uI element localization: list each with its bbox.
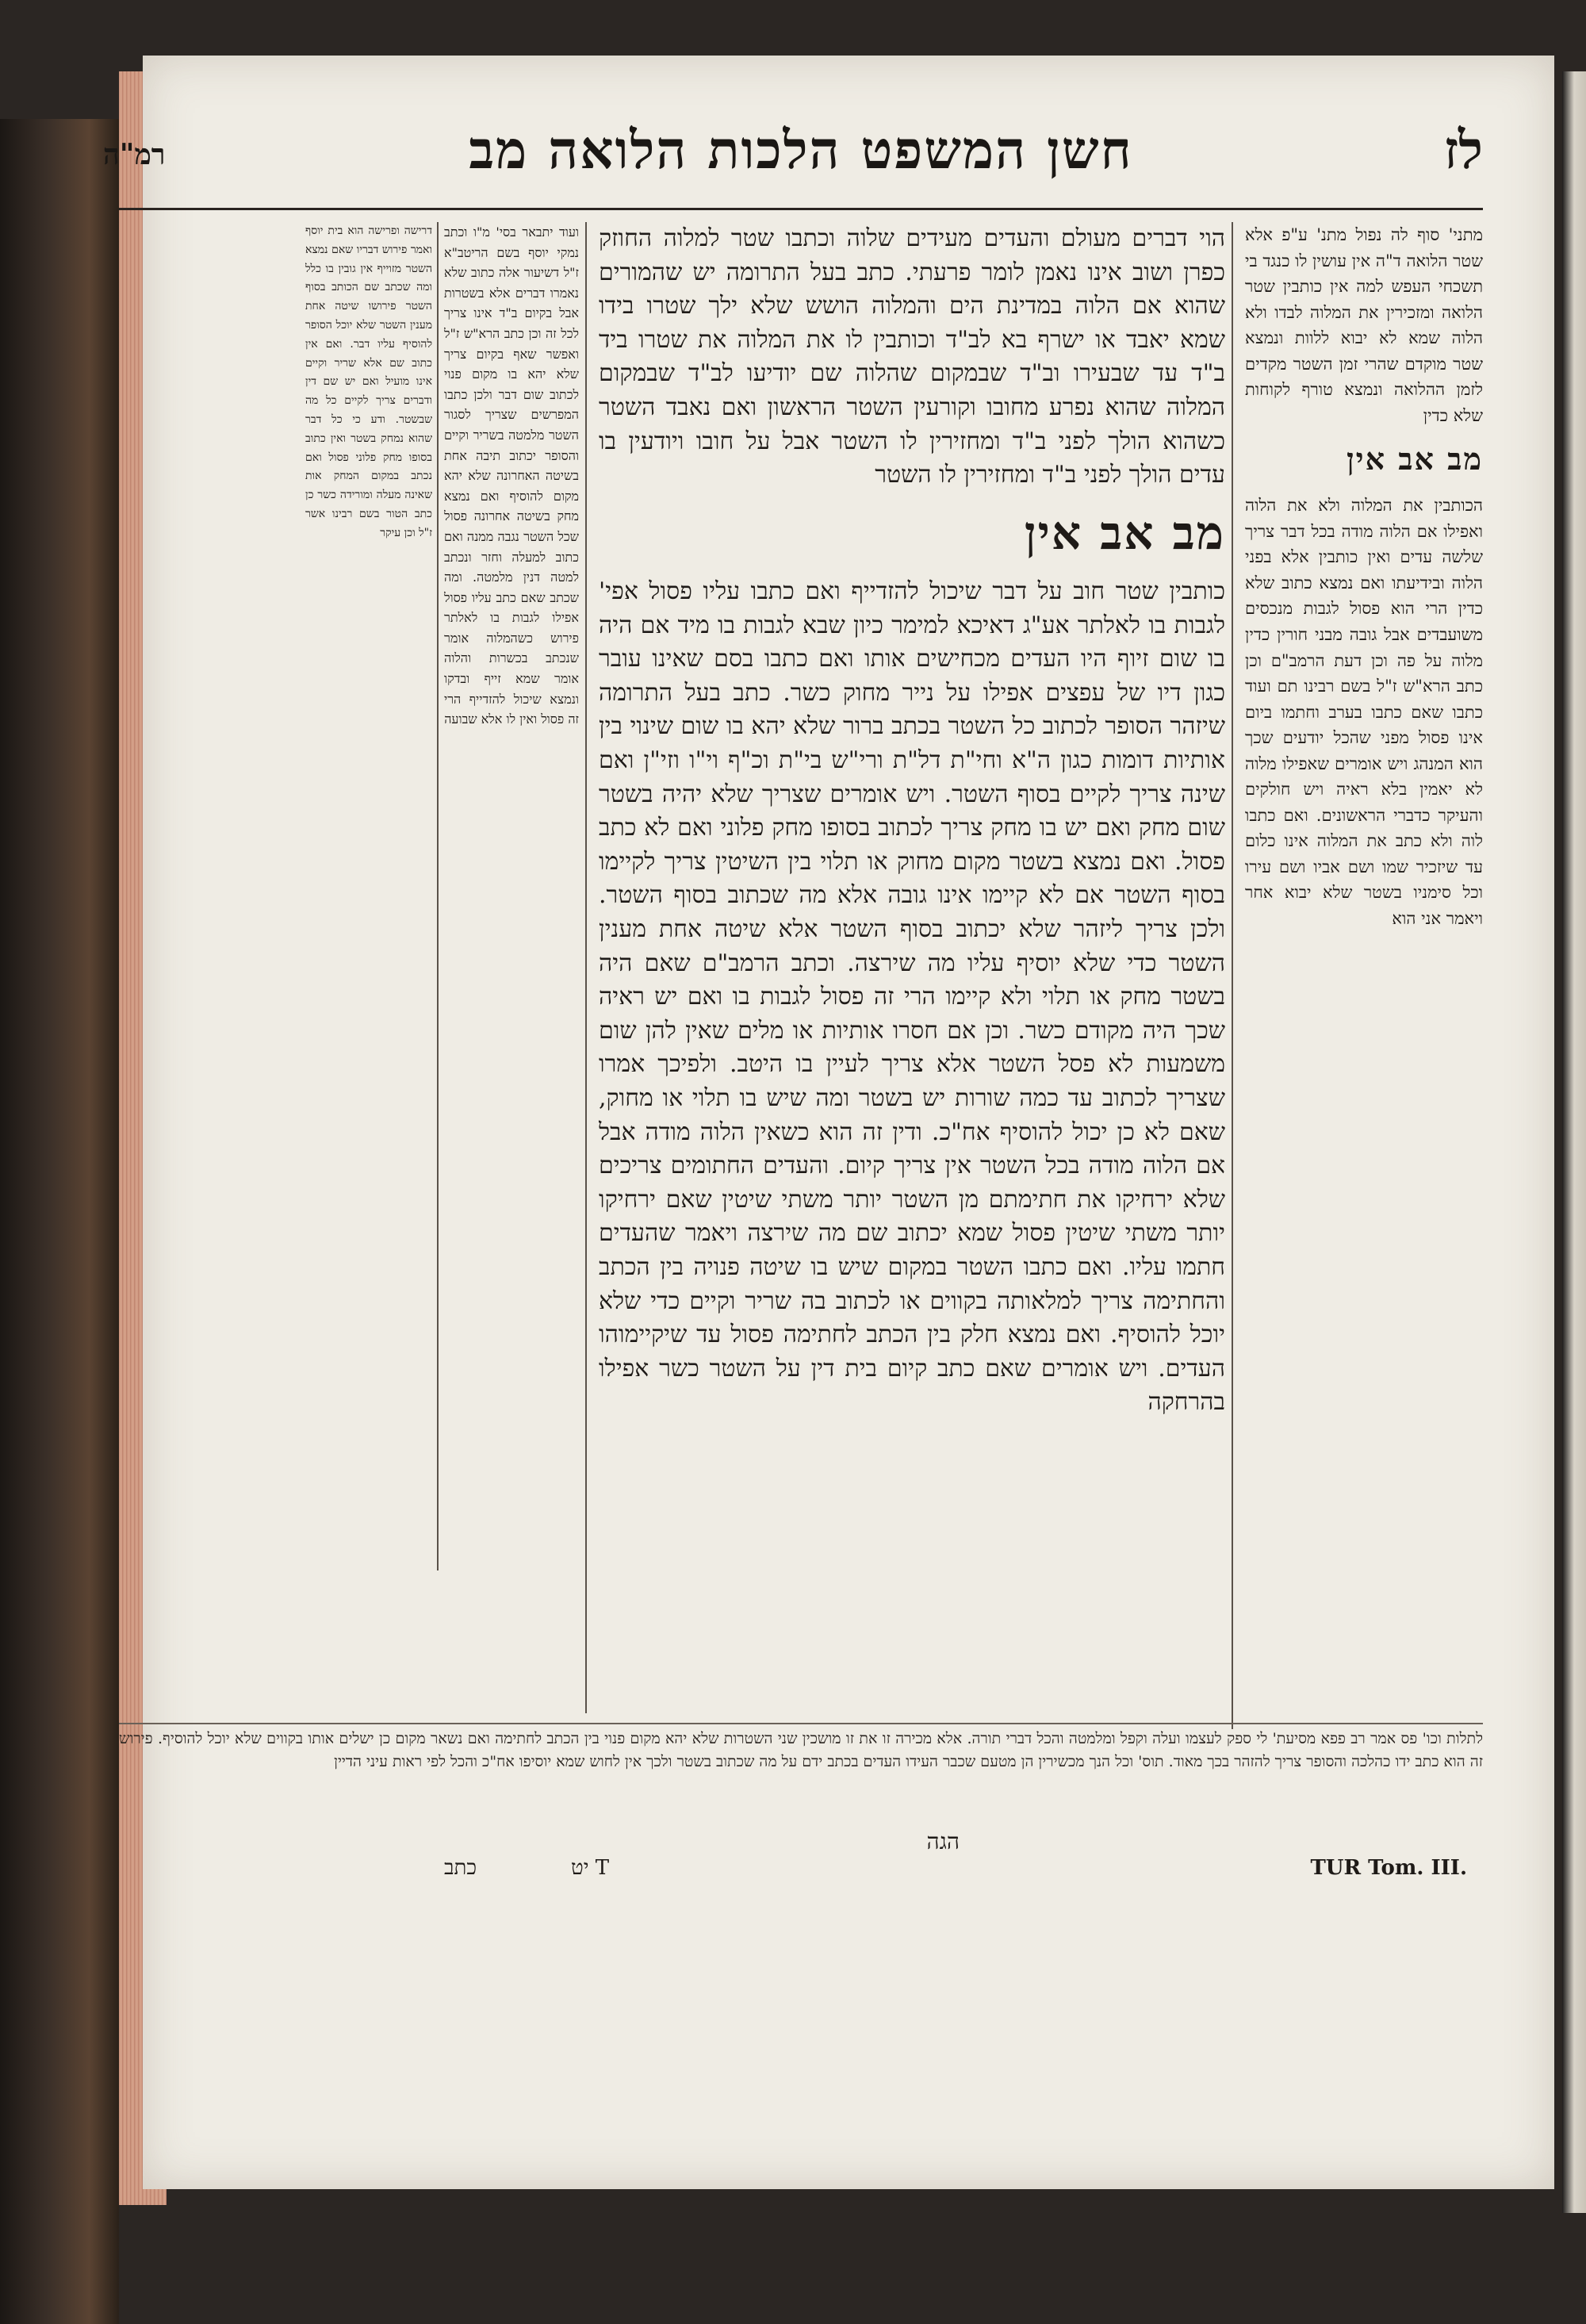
footnote-rule [119, 1723, 1483, 1724]
footnotes-block [119, 1728, 1483, 1823]
folio-number: לז [1443, 119, 1483, 181]
signature-mark: יט T [571, 1856, 610, 1880]
left-a-text: ועוד יתבאר בסי' מ"ו וכתב נמקי יוסף בשם הריטב"א ז"ל דשיעור אלה כתוב שלא נאמרו דברים אלא בשטרות אבל בקיום ב"ד אינו צריך לכל זה וכן כתב הרא"ש ז"ל ואפשר שאף בקיום צריך שלא יהא בו מקום פנוי לכתוב שום דבר ולכן כתבו המפרשים שצריך לסגור השטר מלמטה בשריר וקיים והסופר יכתוב תיבה אחת בשיטה האחרונה שלא יהא מקום להוסיף ואם נמצא מחק בשיטה אחרונה פסול שכל השטר נגבה ממנה ואם כתוב למעלה וחזר ונכתב למטה דנין מלמטה. ומה שכתב שאם כתב עליו פסול אפילו לגבות בו לאלתר פירוש כשהמלוה אומר שנכתב בכשרות והלוה אומר שמא זייף ובדקו ונמצא שיכול להזדייף הרי זה פסול ואין לו אלא שבועה [444, 224, 579, 727]
page-header [103, 119, 1483, 214]
column-divider [437, 222, 439, 1570]
column-divider [1232, 222, 1233, 1729]
commentary-right-column [1245, 222, 1483, 1745]
main-column-tail: הגה [926, 1828, 960, 1854]
main-section-heading: מב אב אין [1024, 505, 1225, 560]
running-title: חשן המשפט הלכות הלואה מב [469, 119, 1133, 181]
signature-tur: TUR Tom. III. [1310, 1856, 1467, 1880]
main-body-text: כותבין שטר חוב על דבר שיכול להזדייף ואם כתבו עליו פסול אפי' לגבות בו לאלתר אע"ג דאיכא למימר כיון שבא לגבות בו מיד אם היה בו שום זיוף היו העדים מכחישים אותו ואם כתבו בסם שאינו עובר כגון דיו של עפצים אפילו על נייר מחוק כשר. כתב בעל התרומה שיזהר הסופר לכתוב כל השטר בכתב ברור שלא יהא בו שום שינוי בין אותיות דומות כגון ה"א וחי"ת דל"ת ורי"ש בי"ת וכ"ף וי"ו וזי"ן ואם שינה צריך לקיים בסוף השטר. ויש אומרים שצריך שלא יהיה בשטר שום מחק ואם יש בו מחק צריך לכתוב בסופו מחק פלוני ואם לא כתב פסול. ואם נמצא בשטר מקום מחוק או תלוי בין השיטין צריך לקיימו בסוף השטר אם לא קיימו אינו גובה אלא מה שכתוב בסוף השטר. ולכן צריך ליזהר שלא יכתוב בסוף השטר אלא שיטה אחת מענין השטר כדי שלא יוסיף עליו מה שירצה. וכתב הרמב"ם שאם היה בשטר מחק או תלוי ולא קיימו הרי זה פסול לגבות בו ואם יש ראיה שכך היה מקודם כשר. וכן אם חסרו אותיות או מלים שאין להן שום משמעות לא פסל השטר אלא צריך לעיין בו היטב. ולפיכך אמרו שצריך לכתוב עד כמה שורות יש בשטר ומה שיש בו תלוי או מחוק, שאם לא כן יכול להוסיף אח"כ. ודין זה הוא כשאין הלוה מודה אבל אם הלוה מודה בכל השטר אין צריך קיום. והעדים החתומים צריכים שלא ירחיקו את חתימתם מן השטר יותר משתי שיטין שאם ירחיקו יותר משתי שיטין פסול שמא יכתוב שם מה שירצה ויאמר שהעדים חתמו עליו. ואם כתבו השטר במקום שיש בו שיטה פנויה בין הכתב והחתימה צריך למלאותה בקווים או לכתוב בה שריר וקיים כדי שלא יוכל להוסיף. ואם נמצא חלק בין הכתב לחתימה פסול עד שיקיימוהו העדים. ויש אומרים שאם כתב קיום בית דין על השטר כשר אפילו בהרחקה [599, 577, 1225, 1417]
right-body-text: הכותבין את המלוה ולא את הלוה ואפילו אם הלוה מודה בכל דבר צריך שלשה עדים ואין כותבין אלא בפני הלוה ובידיעתו ואם נמצא כתוב שלא כדין הרי הוא פסול לגבות מנכסים משועבדים אבל גובה מבני חורין כדין מלוה על פה וכן דעת הרמב"ם וכן כתב הרא"ש ז"ל בשם רבינו תם ועוד כתבו שאם כתבו בערב וחתמו ביום אינו פסול מפני שהכל יודעים שכך הוא המנהג ויש אומרים שאפילו מלוה לא יאמין בלא ראיה ויש חולקים והעיקר כדברי הראשונים. ואם כתבו לוה ולא כתב את המלוה אינו כלום עד שיזכיר שמו ושם אביו ושם עירו וכל סימניו בשטר שלא יבוא אחר ויאמר אני הוא [1245, 496, 1483, 929]
main-intro-text: הוי דברים מעולם והעדים מעידים שלוה וכתבו שטר למלוה החוזק כפרן ושוב אינו נאמן לומר פרעתי. כתב בעל התרומה יש שהמורים שהוא אם הלוה במדינת הים והמלוה הושש שלא ילך שטרו בידו שמא יאבד או ישרף בא לב"ד וכותבין לו את המלוה את שטרו ביד ב"ד עד שבעירו וב"ד שבמקום שהלוה שם יודיעו לב"ד שבמקום המלוה שהוא נפרע מחובו וקורעין השטר הראשון ואם נאבד השטר כשהוא הולך לפני ב"ד ומחזירין לו השטר אבל על חובו ויודעין בו עדים הולך לפני ב"ד ומחזירין לו השטר [599, 224, 1225, 489]
commentary-left-column [444, 222, 579, 1586]
right-section-heading: מב אב אין [1346, 441, 1483, 477]
catchword-left: כתב [444, 1856, 477, 1880]
header-rule [119, 208, 1483, 210]
right-intro-text: מתני' סוף לה נפול מתנ' ע"פ אלא שטר הלואה ד"ה אין עושין לו כנגד בי תשכחי העפש למה אין כותבין שטר הלואה ומזכירין את המלוה לבדו ולא הלוה שמא לא יבוא ללוות ונמצא שטר מוקדם שהרי זמן השטר מקדים לזמן ההלואה ונמצא טורף לקוחות שלא כדין [1245, 225, 1483, 425]
left-b-text: דרישה ופרישה הוא בית יוסף ואמר פירוש דבריו שאם נמצא השטר מזוייף אין גובין בו כלל ומה שכתב שם הכותב בסוף השטר פירושו שיטה אחת מענין השטר שלא יוכל הסופר להוסיף עליו דבר. ואם אין כתוב שם אלא שריר וקיים אינו מועיל ואם יש שם דין ודברים צריך לקיים כל מה שבשטר. ודע כי כל דבר שהוא נמחק בשטר ואין כתוב בסופו מחק פלוני פסול ואם נכתב במקום המחק אות שאינה מעלה ומורידה כשר כן כתב הטור בשם רבינו אשר ז"ל וכן עיקר [305, 224, 432, 539]
marginal-notes-column [305, 222, 432, 1570]
column-divider [585, 222, 587, 1713]
main-text-column [599, 222, 1225, 1713]
book-spine [0, 119, 119, 2324]
footnotes-text: לתלות וכו' פס אמר רב פפא מסיעת' לי ספק לעצמו ועלה וקפל ומלמטה והכל דברי תורה. אלא מכירה זו את זו מושכין שני השטרות שלא יהא מקום פנוי בין הכתב לחתימה ואם נשאר מקום כן ישלים אותו בקווים שלא יוכל להוסיף. פירוש זה הוא כתב ידו כהלכה והסופר צריך להזהר בכך מאוד. תוס' וכל הנך מכשירין הן מטעם שכבר העידו העדים בכתב ידם על מה שכתוב בשטר ולכך אין לחוש שמא יוסיפו אח"כ והכל לפי ראות עיני הדיין [119, 1730, 1483, 1771]
siman-marker: רמ"ה [103, 138, 166, 171]
next-page-edge [1562, 71, 1586, 2213]
